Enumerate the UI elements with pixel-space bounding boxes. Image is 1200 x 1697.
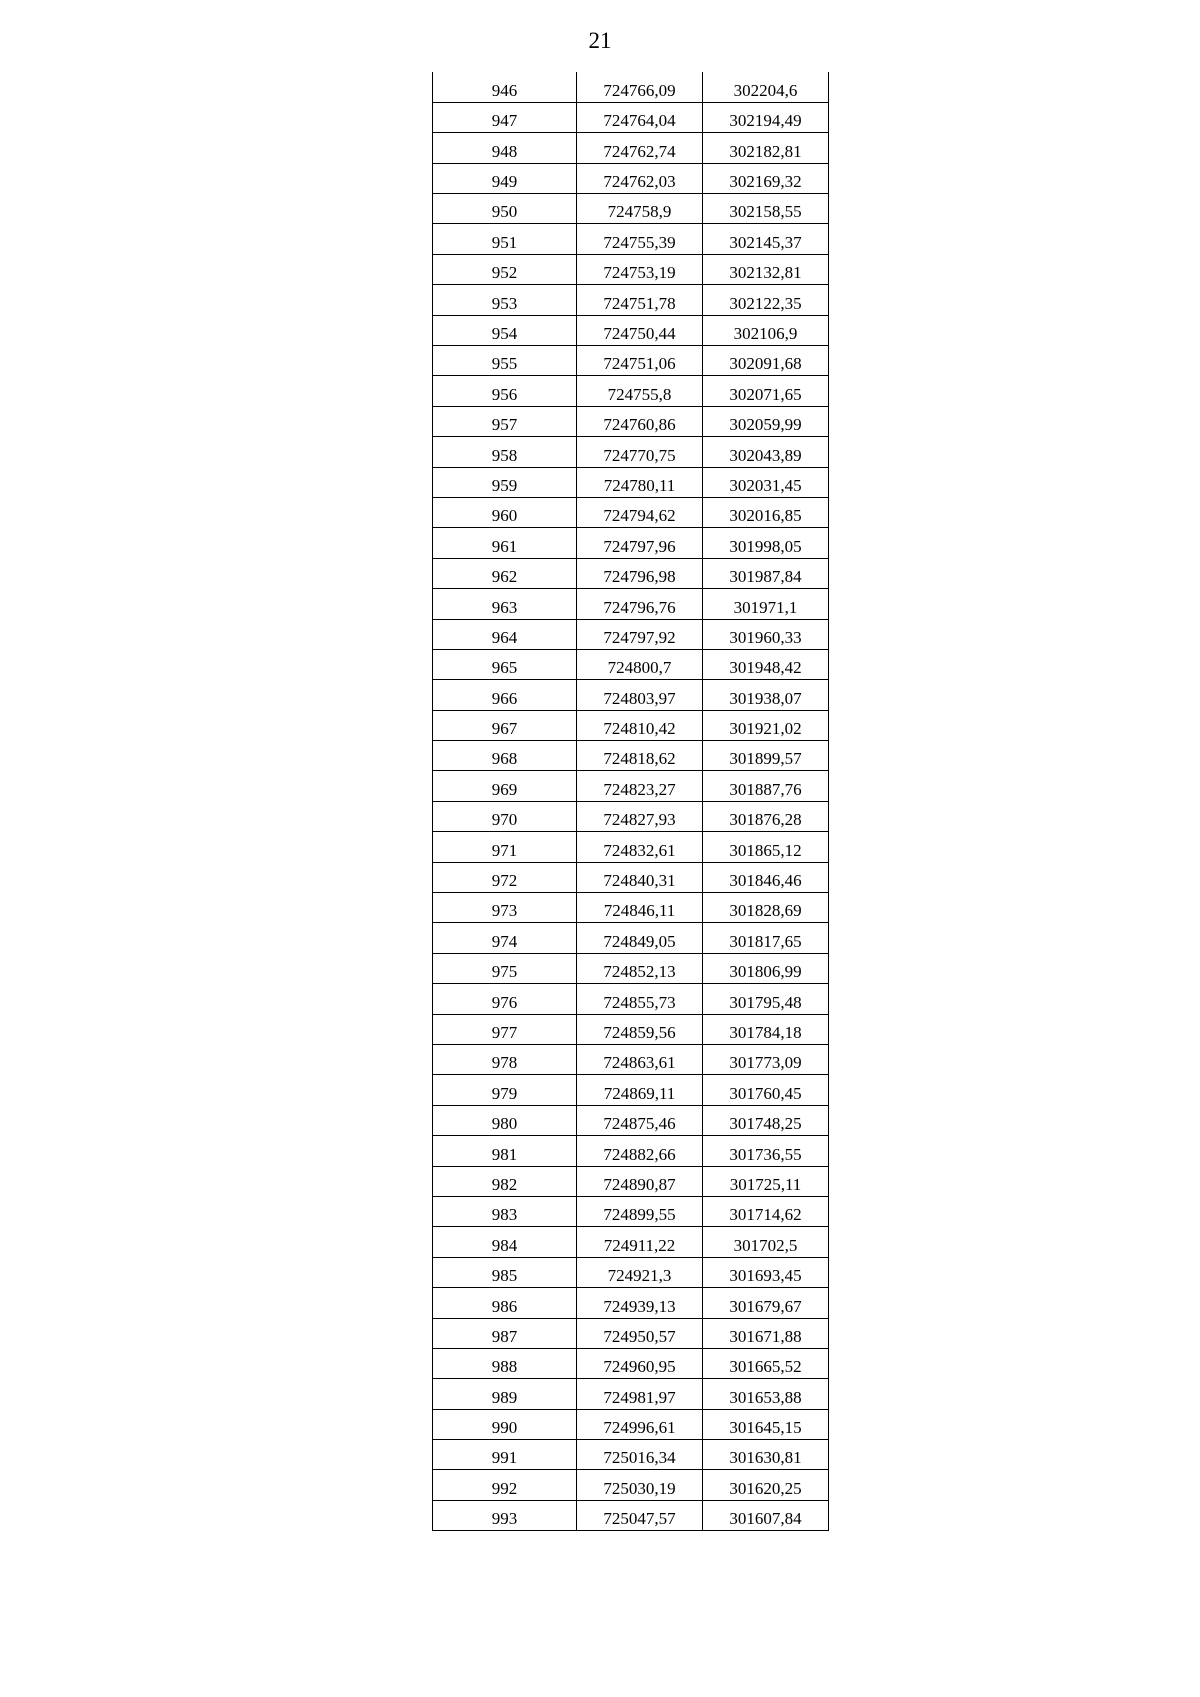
y-coordinate-cell: 301693,45: [703, 1257, 829, 1287]
x-coordinate-cell: 724796,98: [577, 558, 703, 588]
table-row: [433, 619, 829, 649]
x-coordinate-cell: 724780,11: [577, 467, 703, 497]
x-coordinate-cell: 724840,31: [577, 862, 703, 892]
x-coordinate-cell: 724859,56: [577, 1014, 703, 1044]
y-coordinate-cell: 301865,12: [703, 832, 829, 862]
point-number-cell: 989: [433, 1379, 577, 1409]
table-row: [433, 194, 829, 224]
point-number-cell: 969: [433, 771, 577, 801]
point-number-cell: 959: [433, 467, 577, 497]
x-coordinate-cell: 724981,97: [577, 1379, 703, 1409]
y-coordinate-cell: 302132,81: [703, 254, 829, 284]
point-number-cell: 990: [433, 1409, 577, 1439]
point-number-cell: 991: [433, 1440, 577, 1470]
y-coordinate-cell: 302106,9: [703, 315, 829, 345]
x-coordinate-cell: 725030,19: [577, 1470, 703, 1500]
x-coordinate-cell: 724921,3: [577, 1257, 703, 1287]
table-row: [433, 1075, 829, 1105]
table-row: [433, 923, 829, 953]
table-row: [433, 376, 829, 406]
y-coordinate-cell: 301887,76: [703, 771, 829, 801]
point-number-cell: 993: [433, 1500, 577, 1530]
table-row: [433, 254, 829, 284]
x-coordinate-cell: 724762,03: [577, 163, 703, 193]
point-number-cell: 946: [433, 72, 577, 102]
x-coordinate-cell: 724869,11: [577, 1075, 703, 1105]
x-coordinate-cell: 724810,42: [577, 710, 703, 740]
point-number-cell: 972: [433, 862, 577, 892]
table-row: [433, 1166, 829, 1196]
y-coordinate-cell: 302016,85: [703, 497, 829, 527]
x-coordinate-cell: 724758,9: [577, 194, 703, 224]
y-coordinate-cell: 301645,15: [703, 1409, 829, 1439]
point-number-cell: 961: [433, 528, 577, 558]
point-number-cell: 982: [433, 1166, 577, 1196]
x-coordinate-cell: 724996,61: [577, 1409, 703, 1439]
y-coordinate-cell: 302204,6: [703, 72, 829, 102]
y-coordinate-cell: 301607,84: [703, 1500, 829, 1530]
x-coordinate-cell: 724750,44: [577, 315, 703, 345]
table-row: [433, 406, 829, 436]
table-row: [433, 102, 829, 132]
x-coordinate-cell: 724882,66: [577, 1136, 703, 1166]
table-row: [433, 528, 829, 558]
y-coordinate-cell: 301921,02: [703, 710, 829, 740]
x-coordinate-cell: 724890,87: [577, 1166, 703, 1196]
x-coordinate-cell: 724755,39: [577, 224, 703, 254]
point-number-cell: 988: [433, 1348, 577, 1378]
x-coordinate-cell: 724797,92: [577, 619, 703, 649]
x-coordinate-cell: 724939,13: [577, 1288, 703, 1318]
table-row: [433, 1045, 829, 1075]
point-number-cell: 979: [433, 1075, 577, 1105]
point-number-cell: 987: [433, 1318, 577, 1348]
x-coordinate-cell: 724899,55: [577, 1196, 703, 1226]
table-row: [433, 984, 829, 1014]
coordinates-table-body: [433, 72, 829, 1531]
point-number-cell: 952: [433, 254, 577, 284]
point-number-cell: 964: [433, 619, 577, 649]
table-row: [433, 832, 829, 862]
y-coordinate-cell: 302122,35: [703, 285, 829, 315]
point-number-cell: 966: [433, 680, 577, 710]
point-number-cell: 951: [433, 224, 577, 254]
x-coordinate-cell: 725047,57: [577, 1500, 703, 1530]
x-coordinate-cell: 724755,8: [577, 376, 703, 406]
y-coordinate-cell: 301620,25: [703, 1470, 829, 1500]
point-number-cell: 970: [433, 801, 577, 831]
table-row: [433, 1196, 829, 1226]
table-row: [433, 558, 829, 588]
y-coordinate-cell: 301784,18: [703, 1014, 829, 1044]
y-coordinate-cell: 301748,25: [703, 1105, 829, 1135]
table-row: [433, 741, 829, 771]
y-coordinate-cell: 301960,33: [703, 619, 829, 649]
x-coordinate-cell: 724764,04: [577, 102, 703, 132]
table-row: [433, 1470, 829, 1500]
point-number-cell: 968: [433, 741, 577, 771]
x-coordinate-cell: 724960,95: [577, 1348, 703, 1378]
page-number: 21: [588, 28, 612, 53]
point-number-cell: 960: [433, 497, 577, 527]
y-coordinate-cell: 301760,45: [703, 1075, 829, 1105]
y-coordinate-cell: 301899,57: [703, 741, 829, 771]
y-coordinate-cell: 301679,67: [703, 1288, 829, 1318]
table-row: [433, 1409, 829, 1439]
point-number-cell: 984: [433, 1227, 577, 1257]
table-row: [433, 680, 829, 710]
x-coordinate-cell: 724818,62: [577, 741, 703, 771]
point-number-cell: 985: [433, 1257, 577, 1287]
point-number-cell: 975: [433, 953, 577, 983]
point-number-cell: 981: [433, 1136, 577, 1166]
point-number-cell: 967: [433, 710, 577, 740]
y-coordinate-cell: 301971,1: [703, 589, 829, 619]
y-coordinate-cell: 302071,65: [703, 376, 829, 406]
y-coordinate-cell: 301653,88: [703, 1379, 829, 1409]
x-coordinate-cell: 724855,73: [577, 984, 703, 1014]
y-coordinate-cell: 301806,99: [703, 953, 829, 983]
point-number-cell: 957: [433, 406, 577, 436]
point-number-cell: 953: [433, 285, 577, 315]
y-coordinate-cell: 301714,62: [703, 1196, 829, 1226]
table-row: [433, 710, 829, 740]
x-coordinate-cell: 724762,74: [577, 133, 703, 163]
table-row: [433, 1014, 829, 1044]
x-coordinate-cell: 724950,57: [577, 1318, 703, 1348]
y-coordinate-cell: 302145,37: [703, 224, 829, 254]
point-number-cell: 948: [433, 133, 577, 163]
y-coordinate-cell: 301773,09: [703, 1045, 829, 1075]
x-coordinate-cell: 724753,19: [577, 254, 703, 284]
x-coordinate-cell: 724766,09: [577, 72, 703, 102]
y-coordinate-cell: 301948,42: [703, 649, 829, 679]
table-row: [433, 649, 829, 679]
y-coordinate-cell: 302169,32: [703, 163, 829, 193]
y-coordinate-cell: 301987,84: [703, 558, 829, 588]
x-coordinate-cell: 724797,96: [577, 528, 703, 558]
x-coordinate-cell: 724863,61: [577, 1045, 703, 1075]
y-coordinate-cell: 301671,88: [703, 1318, 829, 1348]
x-coordinate-cell: 724803,97: [577, 680, 703, 710]
point-number-cell: 963: [433, 589, 577, 619]
table-row: [433, 1288, 829, 1318]
y-coordinate-cell: 301702,5: [703, 1227, 829, 1257]
table-row: [433, 285, 829, 315]
table-row: [433, 133, 829, 163]
table-row: [433, 315, 829, 345]
point-number-cell: 955: [433, 346, 577, 376]
point-number-cell: 974: [433, 923, 577, 953]
y-coordinate-cell: 301795,48: [703, 984, 829, 1014]
table-row: [433, 1136, 829, 1166]
point-number-cell: 965: [433, 649, 577, 679]
point-number-cell: 977: [433, 1014, 577, 1044]
y-coordinate-cell: 302031,45: [703, 467, 829, 497]
table-row: [433, 346, 829, 376]
x-coordinate-cell: 724875,46: [577, 1105, 703, 1135]
table-row: [433, 589, 829, 619]
table-row: [433, 1257, 829, 1287]
point-number-cell: 947: [433, 102, 577, 132]
table-row: [433, 1348, 829, 1378]
table-row: [433, 893, 829, 923]
table-row: [433, 801, 829, 831]
x-coordinate-cell: 724827,93: [577, 801, 703, 831]
point-number-cell: 950: [433, 194, 577, 224]
x-coordinate-cell: 724800,7: [577, 649, 703, 679]
x-coordinate-cell: 724852,13: [577, 953, 703, 983]
point-number-cell: 954: [433, 315, 577, 345]
y-coordinate-cell: 302091,68: [703, 346, 829, 376]
table-row: [433, 1440, 829, 1470]
y-coordinate-cell: 301998,05: [703, 528, 829, 558]
y-coordinate-cell: 301846,46: [703, 862, 829, 892]
table-row: [433, 771, 829, 801]
point-number-cell: 983: [433, 1196, 577, 1226]
point-number-cell: 973: [433, 893, 577, 923]
y-coordinate-cell: 302043,89: [703, 437, 829, 467]
point-number-cell: 958: [433, 437, 577, 467]
point-number-cell: 992: [433, 1470, 577, 1500]
table-row: [433, 467, 829, 497]
x-coordinate-cell: 724760,86: [577, 406, 703, 436]
y-coordinate-cell: 302059,99: [703, 406, 829, 436]
table-row: [433, 163, 829, 193]
y-coordinate-cell: 301817,65: [703, 923, 829, 953]
table-row: [433, 1500, 829, 1530]
table-row: [433, 1105, 829, 1135]
point-number-cell: 949: [433, 163, 577, 193]
point-number-cell: 962: [433, 558, 577, 588]
point-number-cell: 956: [433, 376, 577, 406]
x-coordinate-cell: 724832,61: [577, 832, 703, 862]
x-coordinate-cell: 724794,62: [577, 497, 703, 527]
y-coordinate-cell: 301938,07: [703, 680, 829, 710]
coordinates-table: [432, 72, 829, 1531]
x-coordinate-cell: 724796,76: [577, 589, 703, 619]
table-row: [433, 497, 829, 527]
point-number-cell: 986: [433, 1288, 577, 1318]
y-coordinate-cell: 302182,81: [703, 133, 829, 163]
x-coordinate-cell: 724911,22: [577, 1227, 703, 1257]
point-number-cell: 980: [433, 1105, 577, 1135]
x-coordinate-cell: 724849,05: [577, 923, 703, 953]
table-row: [433, 224, 829, 254]
x-coordinate-cell: 725016,34: [577, 1440, 703, 1470]
point-number-cell: 976: [433, 984, 577, 1014]
x-coordinate-cell: 724751,06: [577, 346, 703, 376]
x-coordinate-cell: 724770,75: [577, 437, 703, 467]
table-row: [433, 437, 829, 467]
table-row: [433, 1379, 829, 1409]
x-coordinate-cell: 724823,27: [577, 771, 703, 801]
x-coordinate-cell: 724846,11: [577, 893, 703, 923]
table-row: [433, 862, 829, 892]
y-coordinate-cell: 301665,52: [703, 1348, 829, 1378]
y-coordinate-cell: 302158,55: [703, 194, 829, 224]
y-coordinate-cell: 301736,55: [703, 1136, 829, 1166]
y-coordinate-cell: 301630,81: [703, 1440, 829, 1470]
point-number-cell: 978: [433, 1045, 577, 1075]
y-coordinate-cell: 301876,28: [703, 801, 829, 831]
point-number-cell: 971: [433, 832, 577, 862]
y-coordinate-cell: 301725,11: [703, 1166, 829, 1196]
table-row: [433, 1318, 829, 1348]
y-coordinate-cell: 302194,49: [703, 102, 829, 132]
table-row: [433, 72, 829, 102]
y-coordinate-cell: 301828,69: [703, 893, 829, 923]
x-coordinate-cell: 724751,78: [577, 285, 703, 315]
table-row: [433, 1227, 829, 1257]
table-row: [433, 953, 829, 983]
